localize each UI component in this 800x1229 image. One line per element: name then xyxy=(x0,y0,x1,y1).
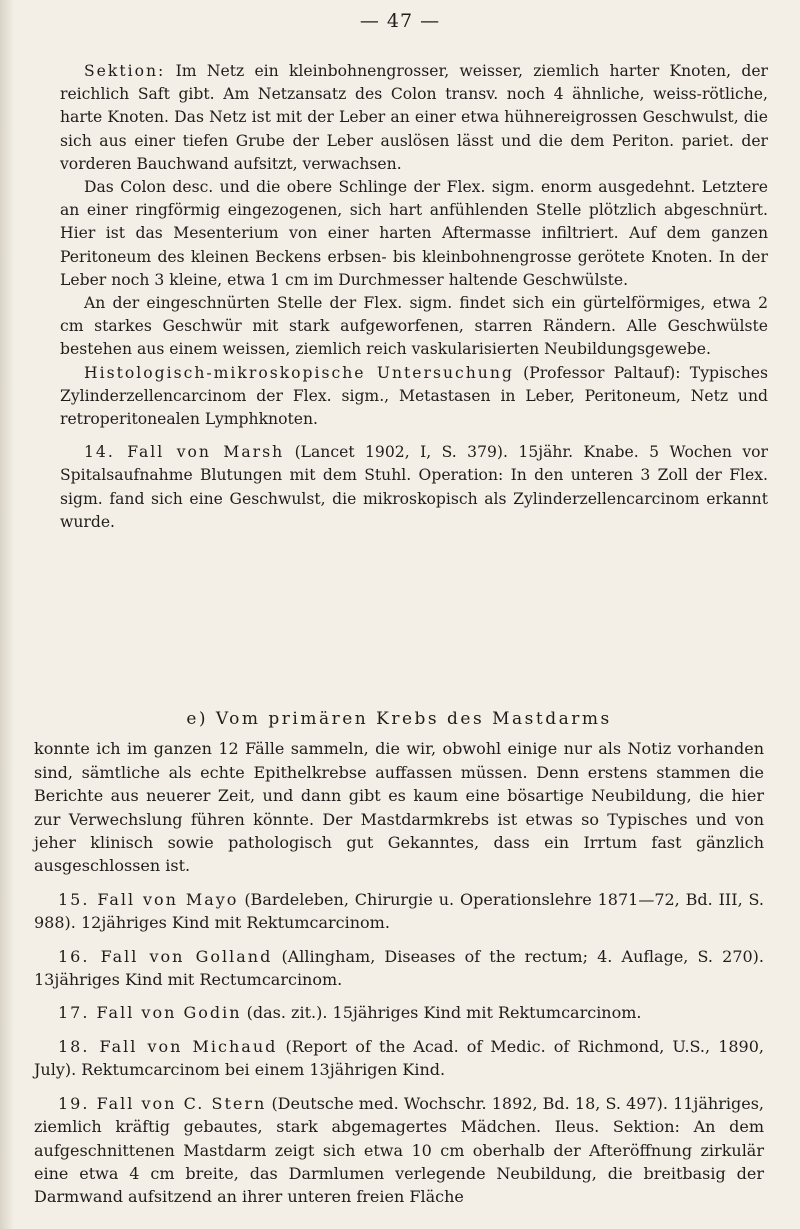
case-paragraph xyxy=(34,1035,764,1082)
case-text: (Deutsche med. Wochschr. 1892, Bd. 18, S. 497). 11jähriges, ziemlich kräftig gebautes, stark abgemagertes Mädchen. Ileus. Sektion: An dem aufgeschnittenen Mastdarm zeigt sich etwa 10 cm oberhalb der Afteröffnung zirkulär eine etwa 4 cm breite, das Darmlumen verlegende Neubildung, die breitbasig der Darmwand aufsitzend an ihrer unteren freien Fläche xyxy=(34,1093,765,1207)
case-text: (das. zit.). 15jähriges Kind mit Rektumcarcinom. xyxy=(241,1003,642,1023)
case-text: (Lancet 1902, I, S. 379). 15jähr. Knabe. 5 Wochen vor Spitalsaufnahme Blutungen mit dem Stuhl. Operation: In den unteren 3 Zoll der Flex. sigm. fand sich eine Geschwulst, die mikroskopisch als Zylinderzellencarcinom erkannt wurde. xyxy=(60,443,768,531)
case-text: (Allingham, Diseases of the rectum; 4. Auflage, S. 270). 13jähriges Kind mit Rectumcarcinom. xyxy=(34,946,764,990)
paragraph xyxy=(60,176,768,292)
paragraph-text: Das Colon desc. und die obere Schlinge der Flex. sigm. enorm ausgedehnt. Letztere an einer ringförmig eingezogenen, sich hart anfühlenden Stelle plötzlich abgeschnürt. Hier ist das Mesenterium von einer harten Aftermasse infiltriert. Auf dem ganzen Peritoneum des kleinen Beckens erbsen- bis kleinbohnengrosse gerötete Knoten. In der Leber noch 3 kleine, etwa 1 cm im Durchmesser haltende Geschwülste. xyxy=(60,178,768,289)
section-heading: e) Vom primären Krebs des Mastdarms xyxy=(186,709,612,729)
case-lead: 19. Fall von C. Stern xyxy=(58,1093,267,1113)
paragraph-text: An der eingeschnürten Stelle der Flex. sigm. findet sich ein gürtelförmiges, etwa 2 cm starkes Geschwür mit stark aufgeworfenen, starren Rändern. Alle Geschwülste bestehen aus einem weissen, ziemlich reich vaskularisierten Neubildungsgewebe. xyxy=(60,294,768,359)
case-paragraph xyxy=(60,441,768,534)
paragraph xyxy=(60,292,768,362)
paragraph-text: konnte ich im ganzen 12 Fälle sammeln, die wir, obwohl einige nur als Notiz vorhanden sind, sämtliche als echte Epithelkrebse auffassen müssen. Denn erstens stammen die Berichte aus neuerer Zeit, und dann gibt es kaum eine bösartige Neubildung, die hier zur Verwechslung führen könnte. Der Mastdarmkrebs ist etwas so Typisches und von jeher klinisch sowie pathologisch gut Gekanntes, dass ein Irrtum fast gänzlich ausgeschlossen ist. xyxy=(34,739,764,876)
paragraph xyxy=(34,737,764,877)
paragraph-lead: Histologisch-mikroskopische Untersuchung xyxy=(84,363,514,382)
case-text: (Bardeleben, Chirurgie u. Operationslehre 1871—72, Bd. III, S. 988). 12jähriges Kind mit Rektumcarcinom. xyxy=(34,889,765,933)
paragraph xyxy=(60,362,768,432)
case-lead: 17. Fall von Godin xyxy=(58,1003,242,1023)
paragraph-text: Im Netz ein kleinbohnengrosser, weisser, ziemlich harter Knoten, der reichlich Saft gibt. Am Netzansatz des Colon transv. noch 4 ähnliche, weiss-rötliche, harte Knoten. Das Netz ist mit der Leber an einer etwa hühnereigrossen Geschwulst, die sich aus einer tiefen Grube der Leber auslösen lässt und die dem Periton. pariet. der vorderen Bauchwand aufsitzt, verwachsen. xyxy=(60,62,768,173)
case-paragraph xyxy=(34,1092,764,1209)
case-lead: 14. Fall von Marsh xyxy=(84,443,285,462)
case-paragraph xyxy=(34,1001,764,1024)
case-paragraph xyxy=(34,888,764,935)
paragraph-lead: Sektion: xyxy=(84,62,166,80)
page-edge-shadow xyxy=(0,0,14,1229)
case-text: (Report of the Acad. of Medic. of Richmond, U.S., 1890, July). Rektumcarcinom bei einem 13jährigen Kind. xyxy=(34,1036,764,1080)
lower-text-block xyxy=(34,708,764,1209)
paragraph-text: (Professor Paltauf): Typisches Zylinderzellencarcinom der Flex. sigm., Metastasen in Leber, Peritoneum, Netz und retroperitonealen Lymphknoten. xyxy=(60,363,768,429)
page-number: — 47 — xyxy=(359,10,441,32)
paragraph xyxy=(60,60,768,176)
case-lead: 18. Fall von Michaud xyxy=(58,1036,278,1056)
case-lead: 15. Fall von Mayo xyxy=(58,889,239,909)
case-lead: 16. Fall von Golland xyxy=(58,946,273,966)
upper-text-block xyxy=(60,60,768,534)
case-paragraph xyxy=(34,945,764,992)
